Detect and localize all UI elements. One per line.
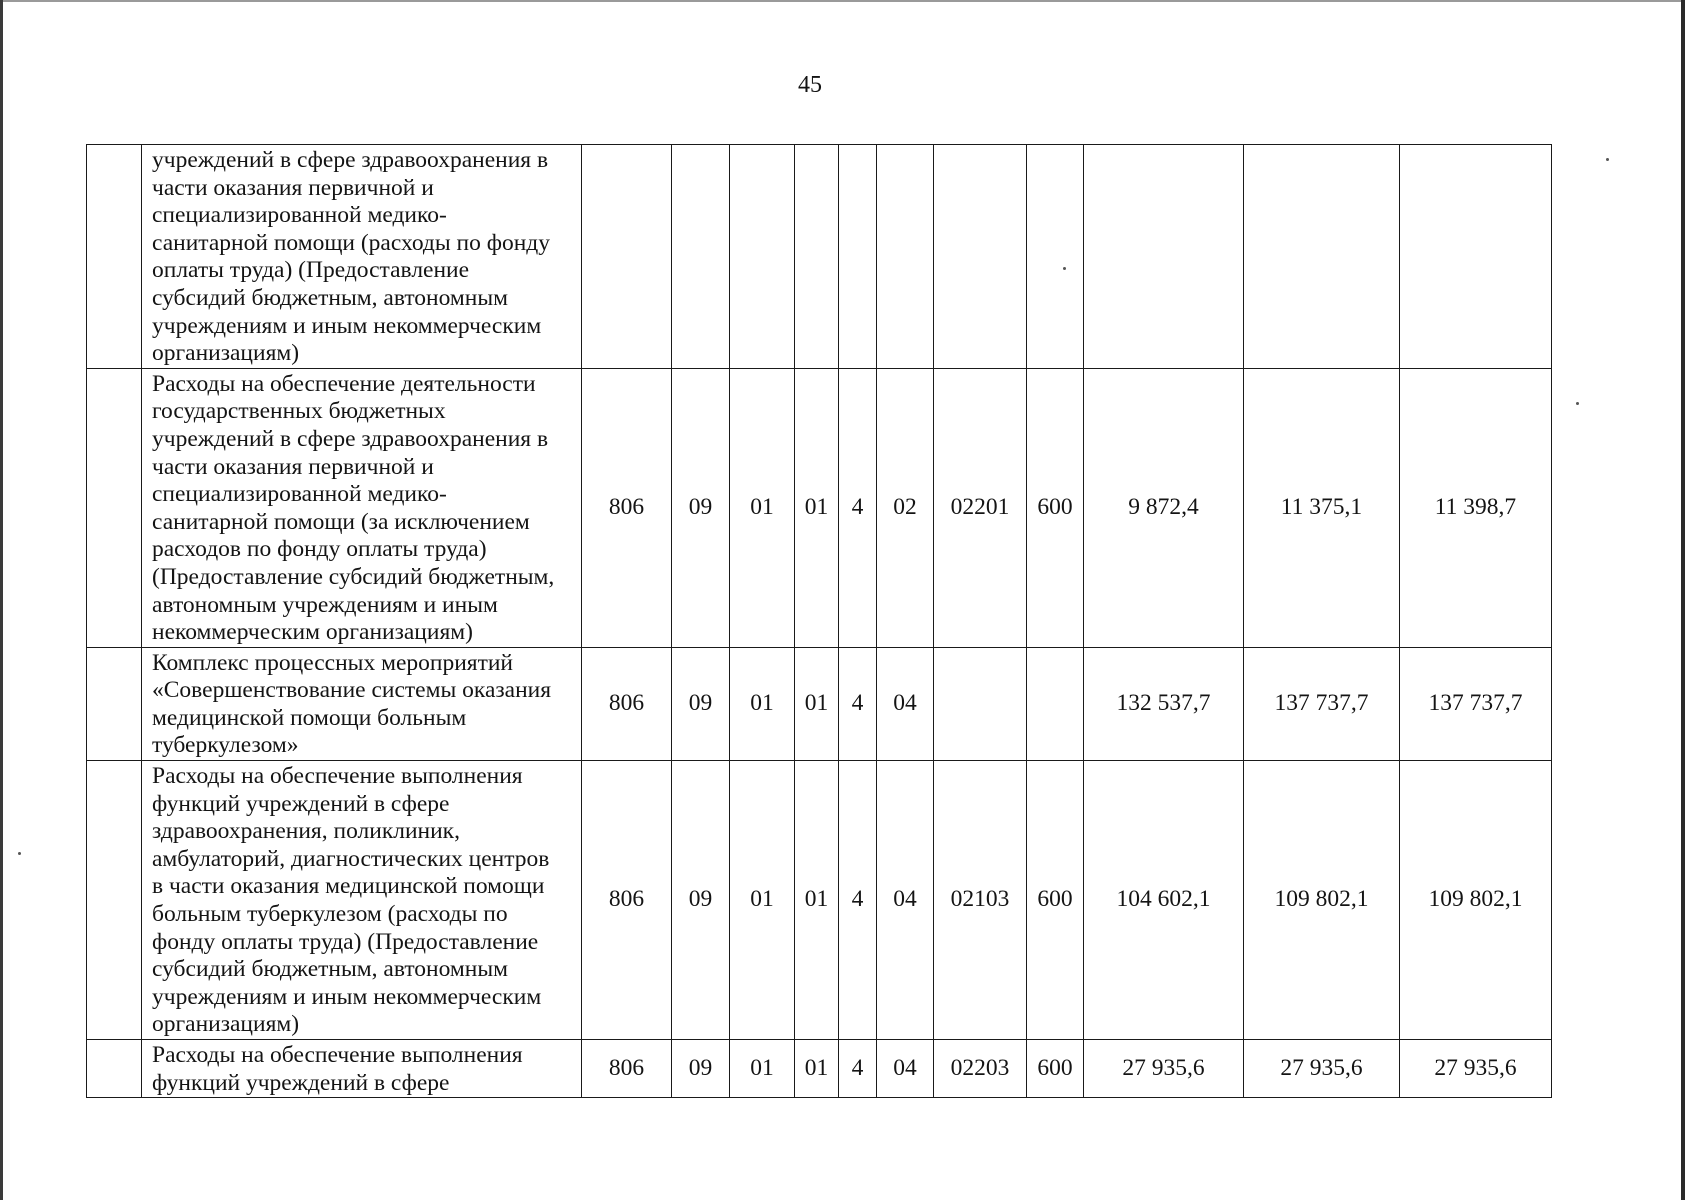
scan-speck [18, 852, 21, 855]
cell-amount-year-1: 132 537,7 [1084, 647, 1244, 760]
budget-table [86, 144, 1552, 1098]
row-index-cell [87, 145, 142, 369]
cell-amount-year-1: 27 935,6 [1084, 1040, 1244, 1098]
row-description: Комплекс процессных мероприятий «Совершенствование системы оказания медицинской помощи больным туберкулезом» [142, 647, 582, 760]
cell-expense-type: 600 [1027, 761, 1084, 1040]
cell-program: 01 [795, 761, 839, 1040]
cell-expense-type: 600 [1027, 1040, 1084, 1098]
cell-program [795, 145, 839, 369]
row-description: Расходы на обеспечение выполнения функций учреждений в сфере [142, 1040, 582, 1098]
cell-amount-year-2: 27 935,6 [1244, 1040, 1400, 1098]
cell-amount-year-2 [1244, 145, 1400, 369]
cell-expense-type [1027, 647, 1084, 760]
cell-amount-year-3: 137 737,7 [1400, 647, 1552, 760]
page-number: 45 [798, 72, 822, 98]
row-index-cell [87, 368, 142, 647]
cell-amount-year-2: 137 737,7 [1244, 647, 1400, 760]
row-description: Расходы на обеспечение деятельности государственных бюджетных учреждений в сфере здравоохранения в части оказания первичной и специализированной медико- санитарной помощи (за исключением расходов по фонду оплаты труда) (Предоставление субсидий бюджетным, автономным учреждениям и иным некоммерческим организациям) [142, 368, 582, 647]
table-row [87, 145, 1552, 369]
cell-structure: 04 [877, 647, 934, 760]
cell-direction: 02203 [934, 1040, 1027, 1098]
scan-speck [1606, 158, 1609, 161]
cell-section: 09 [672, 1040, 730, 1098]
cell-grbs [582, 145, 672, 369]
cell-structure: 04 [877, 1040, 934, 1098]
table-row [87, 368, 1552, 647]
cell-subsection: 01 [730, 1040, 795, 1098]
cell-program-type [839, 145, 877, 369]
cell-structure: 02 [877, 368, 934, 647]
table-row [87, 761, 1552, 1040]
cell-program: 01 [795, 368, 839, 647]
cell-program: 01 [795, 647, 839, 760]
row-index-cell [87, 761, 142, 1040]
row-index-cell [87, 647, 142, 760]
cell-expense-type [1027, 145, 1084, 369]
cell-subsection: 01 [730, 368, 795, 647]
cell-amount-year-1: 104 602,1 [1084, 761, 1244, 1040]
scan-edge-top [0, 0, 1685, 2]
cell-direction [934, 145, 1027, 369]
row-index-cell [87, 1040, 142, 1098]
row-description: учреждений в сфере здравоохранения в части оказания первичной и специализированной медико- санитарной помощи (расходы по фонду оплаты труда) (Предоставление субсидий бюджетным, автономным учреждениям и иным некоммерческим организациям) [142, 145, 582, 369]
row-description: Расходы на обеспечение выполнения функций учреждений в сфере здравоохранения, поликлиник, амбулаторий, диагностических центров в части оказания медицинской помощи больным туберкулезом (расходы по фонду оплаты труда) (Предоставление субсидий бюджетным, автономным учреждениям и иным некоммерческим организациям) [142, 761, 582, 1040]
cell-expense-type: 600 [1027, 368, 1084, 647]
cell-grbs: 806 [582, 1040, 672, 1098]
scan-speck [1576, 402, 1579, 405]
cell-direction [934, 647, 1027, 760]
cell-section: 09 [672, 761, 730, 1040]
cell-amount-year-1 [1084, 145, 1244, 369]
cell-grbs: 806 [582, 647, 672, 760]
cell-direction: 02103 [934, 761, 1027, 1040]
cell-section: 09 [672, 647, 730, 760]
cell-amount-year-3 [1400, 145, 1552, 369]
cell-subsection: 01 [730, 761, 795, 1040]
table-row [87, 1040, 1552, 1098]
cell-program-type: 4 [839, 761, 877, 1040]
cell-grbs: 806 [582, 368, 672, 647]
cell-direction: 02201 [934, 368, 1027, 647]
cell-subsection [730, 145, 795, 369]
scan-speck [1063, 267, 1066, 270]
cell-amount-year-3: 109 802,1 [1400, 761, 1552, 1040]
cell-section: 09 [672, 368, 730, 647]
cell-program-type: 4 [839, 368, 877, 647]
cell-amount-year-1: 9 872,4 [1084, 368, 1244, 647]
cell-program-type: 4 [839, 1040, 877, 1098]
cell-program-type: 4 [839, 647, 877, 760]
cell-grbs: 806 [582, 761, 672, 1040]
cell-section [672, 145, 730, 369]
cell-structure: 04 [877, 761, 934, 1040]
table-row [87, 647, 1552, 760]
cell-structure [877, 145, 934, 369]
cell-program: 01 [795, 1040, 839, 1098]
scan-edge-right [1681, 0, 1685, 1200]
scan-edge-left [0, 0, 3, 1200]
cell-amount-year-2: 109 802,1 [1244, 761, 1400, 1040]
cell-subsection: 01 [730, 647, 795, 760]
cell-amount-year-3: 27 935,6 [1400, 1040, 1552, 1098]
cell-amount-year-3: 11 398,7 [1400, 368, 1552, 647]
cell-amount-year-2: 11 375,1 [1244, 368, 1400, 647]
